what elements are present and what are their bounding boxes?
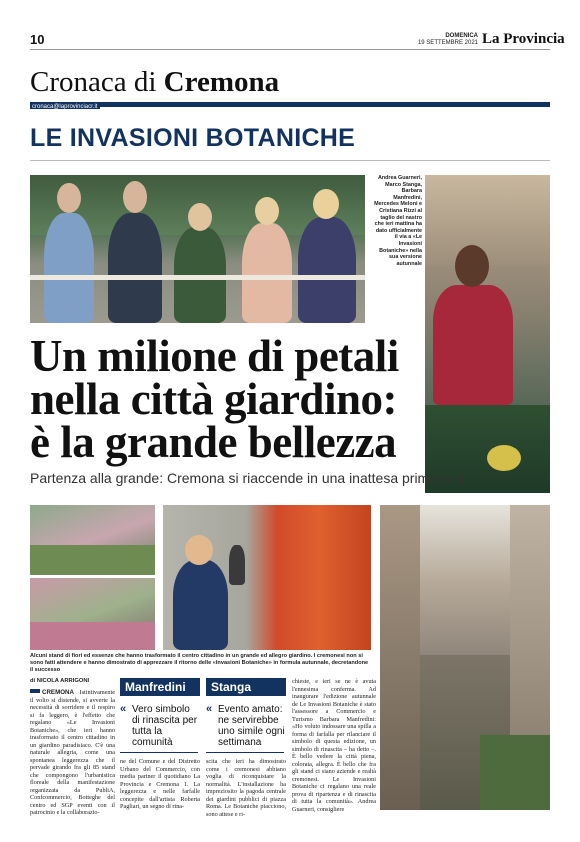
headline-line-3: è la grande bellezza bbox=[30, 417, 397, 467]
article-column-4: chieste, e ieri se ne è avuta l'ennesima conferma. Ad inaugurare l'edizione autunnale de Le Invasioni Botaniche è stato l'assessore a Commercio e Turismo Barbara Manfredini: «Ho voluto indossare una spilla a forma di farfalla per rilanciare il simbolo di questa edizione, un simbolo di rinascita – ha detto –. È bello vedere la città piena, colorata, allegra. È bello che fra gli stand ci siano aziende e realtà cremonesi. Le Invasioni Botaniche ci regalano una reale prova di ripartenza e di rinascita di tutta la comunità». Andrea Guarneri, consigliere bbox=[292, 678, 376, 813]
crowded-street-photo bbox=[380, 505, 550, 810]
quote-manfredini bbox=[120, 704, 200, 748]
kicker: LE INVASIONI BOTANICHE bbox=[30, 124, 356, 152]
article-column-1 bbox=[30, 689, 115, 817]
section-title bbox=[30, 66, 279, 98]
edition-date bbox=[398, 33, 478, 47]
person-3-head bbox=[188, 203, 212, 231]
person-4 bbox=[242, 223, 292, 323]
kicker-rule bbox=[30, 160, 550, 161]
lead-marker bbox=[30, 689, 40, 693]
quote-rule-2 bbox=[206, 752, 284, 753]
person-5-head bbox=[313, 189, 339, 219]
article-column-2: ne del Comune e del Distretto Urbano del Commercio, con media partner il quotidiano La Provincia e Cremona 1. La leggerezza e nelle farfalle concepite dall'artista Roberta Pagliari, un segno di rina- bbox=[120, 758, 200, 810]
woman-blue bbox=[173, 560, 228, 650]
plant-stands bbox=[480, 735, 550, 810]
plants-row bbox=[30, 545, 155, 575]
headline bbox=[30, 331, 550, 467]
quote-mark-icon: « bbox=[120, 703, 127, 715]
section-title-prefix: Cronaca di bbox=[30, 66, 157, 98]
visitor-head bbox=[455, 245, 489, 287]
article-column-1-text: Istintivamente il volto si distende, si avverte la necessità di sorridere e il respiro si fa leggero, è l'effetto che regalano «Le Invasioni Botaniche», che ieri hanno trasformato il centro cittadino in un giardino paradisiaco. C'è una naturale allegria, come una spontanea leggerezza che il pervade girando fra gli 85 stand che compongono l'urbanistica floreale della manifestazione organizzata da PubliA, Confcommercio, Botteghe del centro ed SGP eventi con il patrocinio e la collaborazio- bbox=[30, 689, 115, 816]
quote-stanga bbox=[206, 704, 286, 748]
headline-line-2: nella città giardino: bbox=[30, 374, 397, 424]
article-dateline: CREMONA bbox=[42, 689, 74, 696]
passerby bbox=[229, 545, 245, 585]
quote-rule-1 bbox=[120, 752, 198, 753]
quote-manfredini-text: Vero simbolo di rinascita per tutta la comunità bbox=[132, 704, 198, 748]
edition-date-text: 19 SETTEMBRE 2021 bbox=[417, 40, 478, 46]
section-email[interactable]: cronaca@laprovinciacr.it bbox=[32, 104, 98, 110]
flower-stand-photo-1 bbox=[30, 505, 155, 575]
section-rule bbox=[30, 102, 550, 107]
headline-line-1: Un milione di petali bbox=[30, 331, 399, 381]
lanterns-photo bbox=[163, 505, 371, 650]
page-number: 10 bbox=[30, 32, 45, 47]
person-4-head bbox=[255, 197, 279, 225]
flower-stand-photo-2 bbox=[30, 578, 155, 650]
person-2-head bbox=[123, 181, 147, 213]
person-5 bbox=[298, 217, 356, 323]
ribbon bbox=[30, 275, 365, 280]
person-2 bbox=[108, 213, 162, 323]
flowers-row bbox=[30, 622, 155, 650]
woman-head bbox=[185, 535, 213, 565]
byline: di NICOLA ARRIGONI bbox=[30, 678, 90, 684]
quote-box-manfredini-title: Manfredini bbox=[120, 678, 200, 696]
quote-mark-icon: « bbox=[206, 703, 213, 715]
building-backdrop bbox=[425, 175, 550, 265]
building-left bbox=[380, 505, 420, 810]
main-photo-caption: Andrea Guarneri, Marco Stanga, Barbara Manfredini, Mercedes Meloni e Cristiana Rizzi al taglio del nastro che ieri mattina ha dato ufficialmente il via a «Le Invasioni Botaniche» nella sua versione autunnale bbox=[374, 175, 422, 267]
quote-box-stanga-title: Stanga bbox=[206, 678, 286, 696]
person-1-head bbox=[57, 183, 81, 213]
edition-day: DOMENICA bbox=[445, 33, 478, 39]
section-title-city: Cremona bbox=[163, 66, 280, 98]
quote-stanga-text: Evento amato: ne servirebbe uno simile ogni settimana bbox=[218, 704, 285, 748]
photos-caption: Alcuni stand di fiori ed essenze che hanno trasformato il centro cittadino in un grande ed allegro giardino. I cremonesi non si sono fatti attendere e hanno dimostrato di apprezzare il ritorno delle «Invasioni Botaniche» in formula autunnale, decretandone il successo bbox=[30, 653, 369, 673]
newspaper-masthead: La Provincia bbox=[482, 31, 565, 47]
header-rule bbox=[30, 49, 550, 50]
ribbon-cutting-photo bbox=[30, 175, 365, 323]
subheadline: Partenza alla grande: Cremona si riaccende in una inattesa primavera bbox=[30, 470, 465, 486]
person-1 bbox=[44, 213, 94, 323]
article-column-3: scita che ieri ha dimostrato come i cremonesi abbiano voglia di riconquistare la normalità. L'installazione ha impreziosito la pagoda centrale dei giardini pubblici di piazza Roma. Le Botaniche piacciono, sono attese e ri- bbox=[206, 758, 286, 818]
